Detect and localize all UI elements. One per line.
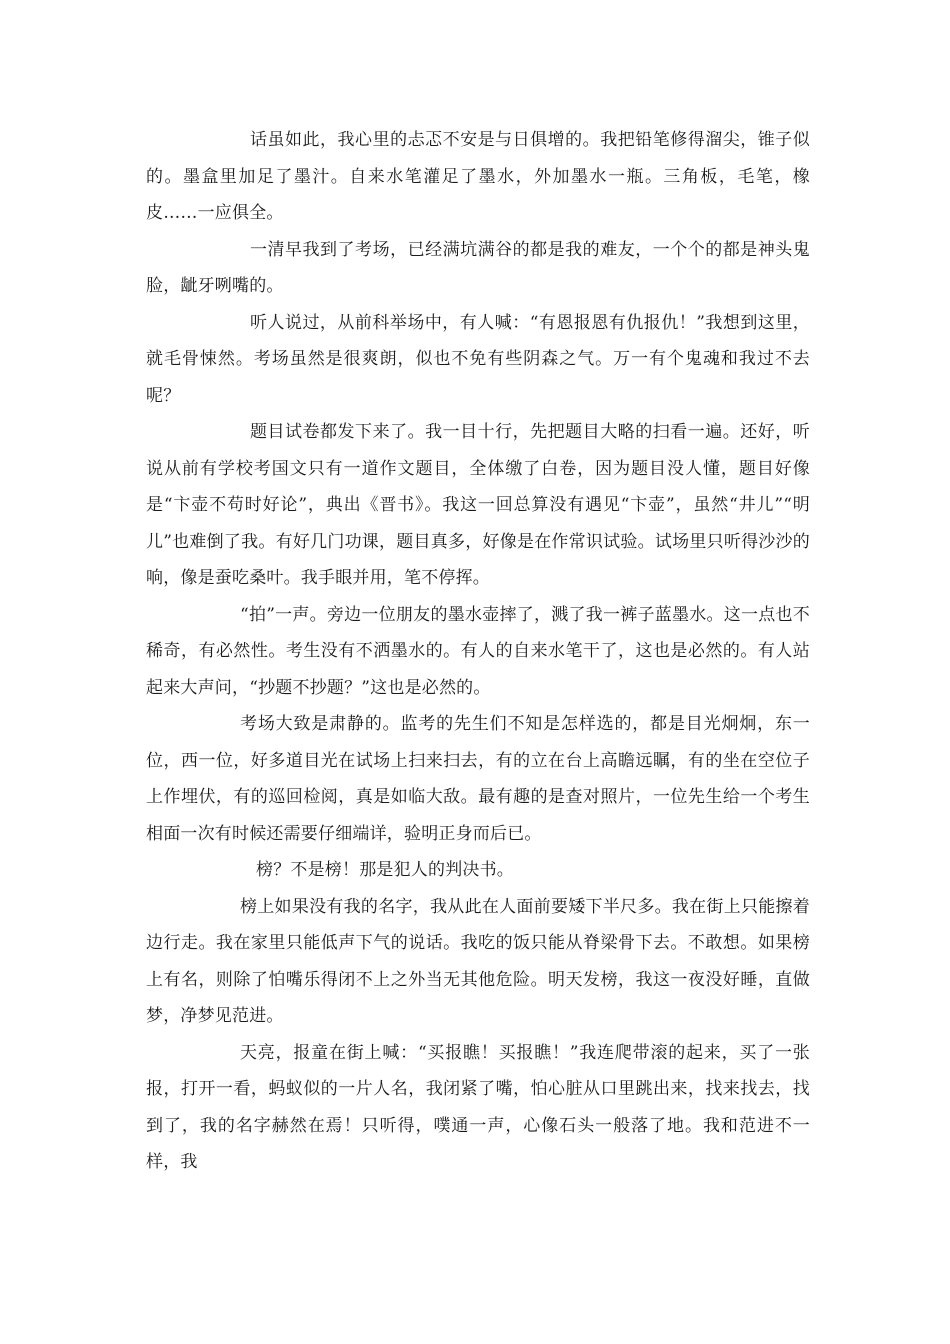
paragraph-7: 榜？不是榜！那是犯人的判决书。 [256, 860, 514, 880]
paragraph-5: “拍”一声。旁边一位朋友的墨水壶摔了，溅了我一裤子蓝墨水。这一点也不稀奇，有必然性。考生没有不洒墨水的。有人的自来水笔干了，这也是必然的。有人站起来大声问，“抄题不抄题？”这也是必然的。 [146, 604, 810, 698]
paragraph-6: 考场大致是肃静的。监考的先生们不知是怎样选的，都是目光炯炯，东一位，西一位，好多道目光在试场上扫来扫去，有的立在台上高瞻远瞩，有的坐在空位子上作埋伏，有的巡回检阅，真是如临大敌。最有趣的是查对照片，一位先生给一个考生相面一次有时候还需要仔细端详，验明正身而后已。 [146, 714, 810, 844]
paragraph-3: 听人说过，从前科举场中，有人喊：“有恩报恩有仇报仇！”我想到这里，就毛骨悚然。考场虽然是很爽朗，似也不免有些阴森之气。万一有个鬼魂和我过不去呢？ [146, 312, 810, 406]
paragraph-2: 一清早我到了考场，已经满坑满谷的都是我的难友，一个个的都是神头鬼脸，龇牙咧嘴的。 [146, 239, 810, 296]
paragraph-1: 话虽如此，我心里的忐忑不安是与日俱增的。我把铅笔修得溜尖，锥子似的。墨盒里加足了墨汁。自来水笔灌足了墨水，外加墨水一瓶。三角板，毛笔，橡皮……一应俱全。 [146, 130, 810, 223]
paragraph-9: 天亮，报童在街上喊：“买报瞧！买报瞧！”我连爬带滚的起来，买了一张报，打开一看，蚂蚁似的一片人名，我闭紧了嘴，怕心脏从口里跳出来，找来找去，找到了，我的名字赫然在焉！只听得，噗通一声，心像石头一般落了地。我和范进不一样，我 [146, 1042, 810, 1172]
paragraph-8: 榜上如果没有我的名字，我从此在人面前要矮下半尺多。我在街上只能擦着边行走。我在家里只能低声下气的说话。我吃的饭只能从脊梁骨下去。不敢想。如果榜上有名，则除了怕嘴乐得闭不上之外当无其他危险。明天发榜，我这一夜没好睡，直做梦，净梦见范进。 [146, 896, 810, 1026]
essay-body [146, 122, 810, 1181]
paragraph-4: 题目试卷都发下来了。我一目十行，先把题目大略的扫看一遍。还好，听说从前有学校考国文只有一道作文题目，全体缴了白卷，因为题目没人懂，题目好像是“卞壶不苟时好论”，典出《晋书》。我这一回总算没有遇见“卞壶”，虽然“井儿”“明儿”也难倒了我。有好几门功课，题目真多，好像是在作常识试验。试场里只听得沙沙的响，像是蚕吃桑叶。我手眼并用，笔不停挥。 [146, 422, 810, 588]
